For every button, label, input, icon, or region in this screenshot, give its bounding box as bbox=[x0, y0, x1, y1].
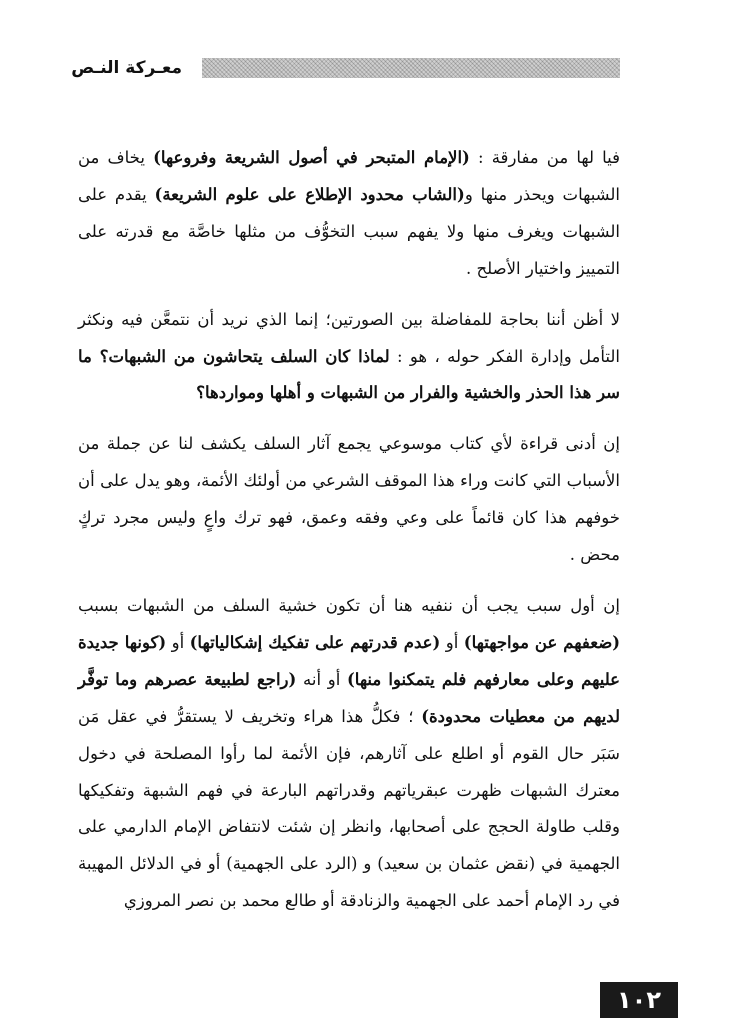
header-decorative-band bbox=[202, 58, 620, 78]
text-segment: أو bbox=[166, 632, 190, 652]
text-segment: يخاف من الشبهات ويحذر منها و bbox=[78, 148, 621, 204]
text-segment: لا أظن أننا بحاجة للمفاضلة بين الصورتين؛ إنما الذي نريد أن نتمعَّن فيه ونكثر التأمل وإدارة الفكر حوله ، هو : bbox=[78, 309, 620, 366]
text-segment: ؛ فكلُّ هذا هراء وتخريف لا يستقرُّ في عقل مَن سَبَر حال القوم أو اطلع على آثارهم، فإن الأئمة لما رأوا المصلحة في دخول معترك الشبهات ظهرت عبقرياتهم وقدراتهم البارعة في فهم الشبهة وتفكيكها وقلب طاولة الحجج على أصحابها، وانظر إن شئت لانتفاض الإمام الدارمي على الجهمية في bbox=[78, 706, 620, 874]
paragraph bbox=[78, 302, 620, 413]
text-segment: أو في الدلائل المهيبة في رد الإمام أحمد على الجهمية والزنادقة أو طالع محمد بن نصر المروزي bbox=[78, 854, 620, 911]
text-segment: (الإمام المتبحر في أصول الشريعة وفروعها) bbox=[153, 148, 470, 167]
paragraph bbox=[78, 588, 620, 920]
text-segment: (راجع لطبيعة عصرهم وما توفَّر لديهم من معطيات محدودة) bbox=[78, 669, 620, 726]
text-segment: أو bbox=[440, 632, 464, 652]
text-segment: (الرد على الجهمية) bbox=[226, 854, 358, 874]
text-segment: إن أول سبب يجب أن ننفيه هنا أن تكون خشية السلف من الشبهات بسبب bbox=[78, 595, 620, 615]
text-segment: إن أدنى قراءة لأي كتاب موسوعي يجمع آثار السلف يكشف لنا عن جملة من الأسباب التي كانت وراء هذا الموقف الشرعي من أولئك الأئمة، وهو يدل على أن خوفهم هذا كان قائماً على وعي وفقه وعمق، فهو ترك واعٍ وليس مجرد تركٍ محض . bbox=[78, 434, 620, 565]
body-text bbox=[78, 140, 620, 934]
text-segment: (ضعفهم عن مواجهتها) bbox=[463, 632, 621, 652]
paragraph bbox=[78, 426, 620, 574]
chapter-title: معـركة النـص bbox=[71, 58, 182, 78]
text-segment: يقدم على الشبهات ويغرف منها ولا يفهم سبب التخوُّف من مثلها خاصَّة مع قدرته على التمييز واختيار الأصلح . bbox=[78, 184, 620, 278]
running-header bbox=[71, 55, 620, 81]
text-segment: (نقض عثمان بن سعيد) bbox=[377, 854, 536, 874]
paragraph bbox=[78, 140, 620, 288]
text-segment: فيا لها من مفارقة : bbox=[469, 148, 621, 167]
text-segment: (كونها جديدة عليهم وعلى معارفهم فلم يتمكنوا منها) bbox=[78, 632, 621, 689]
text-segment: (الشاب محدود الإطلاع على علوم الشريعة) bbox=[154, 184, 465, 204]
text-segment: أو أنه bbox=[296, 669, 347, 689]
page-number-badge: ١٠٢ bbox=[600, 982, 678, 1018]
text-segment: (عدم قدرتهم على تفكيك إشكالياتها) bbox=[189, 632, 441, 652]
text-segment: لماذا كان السلف يتحاشون من الشبهات؟ ما سر هذا الحذر والخشية والفرار من الشبهات و أهلها ومواردها؟ bbox=[78, 346, 620, 403]
text-segment: و bbox=[357, 854, 378, 874]
